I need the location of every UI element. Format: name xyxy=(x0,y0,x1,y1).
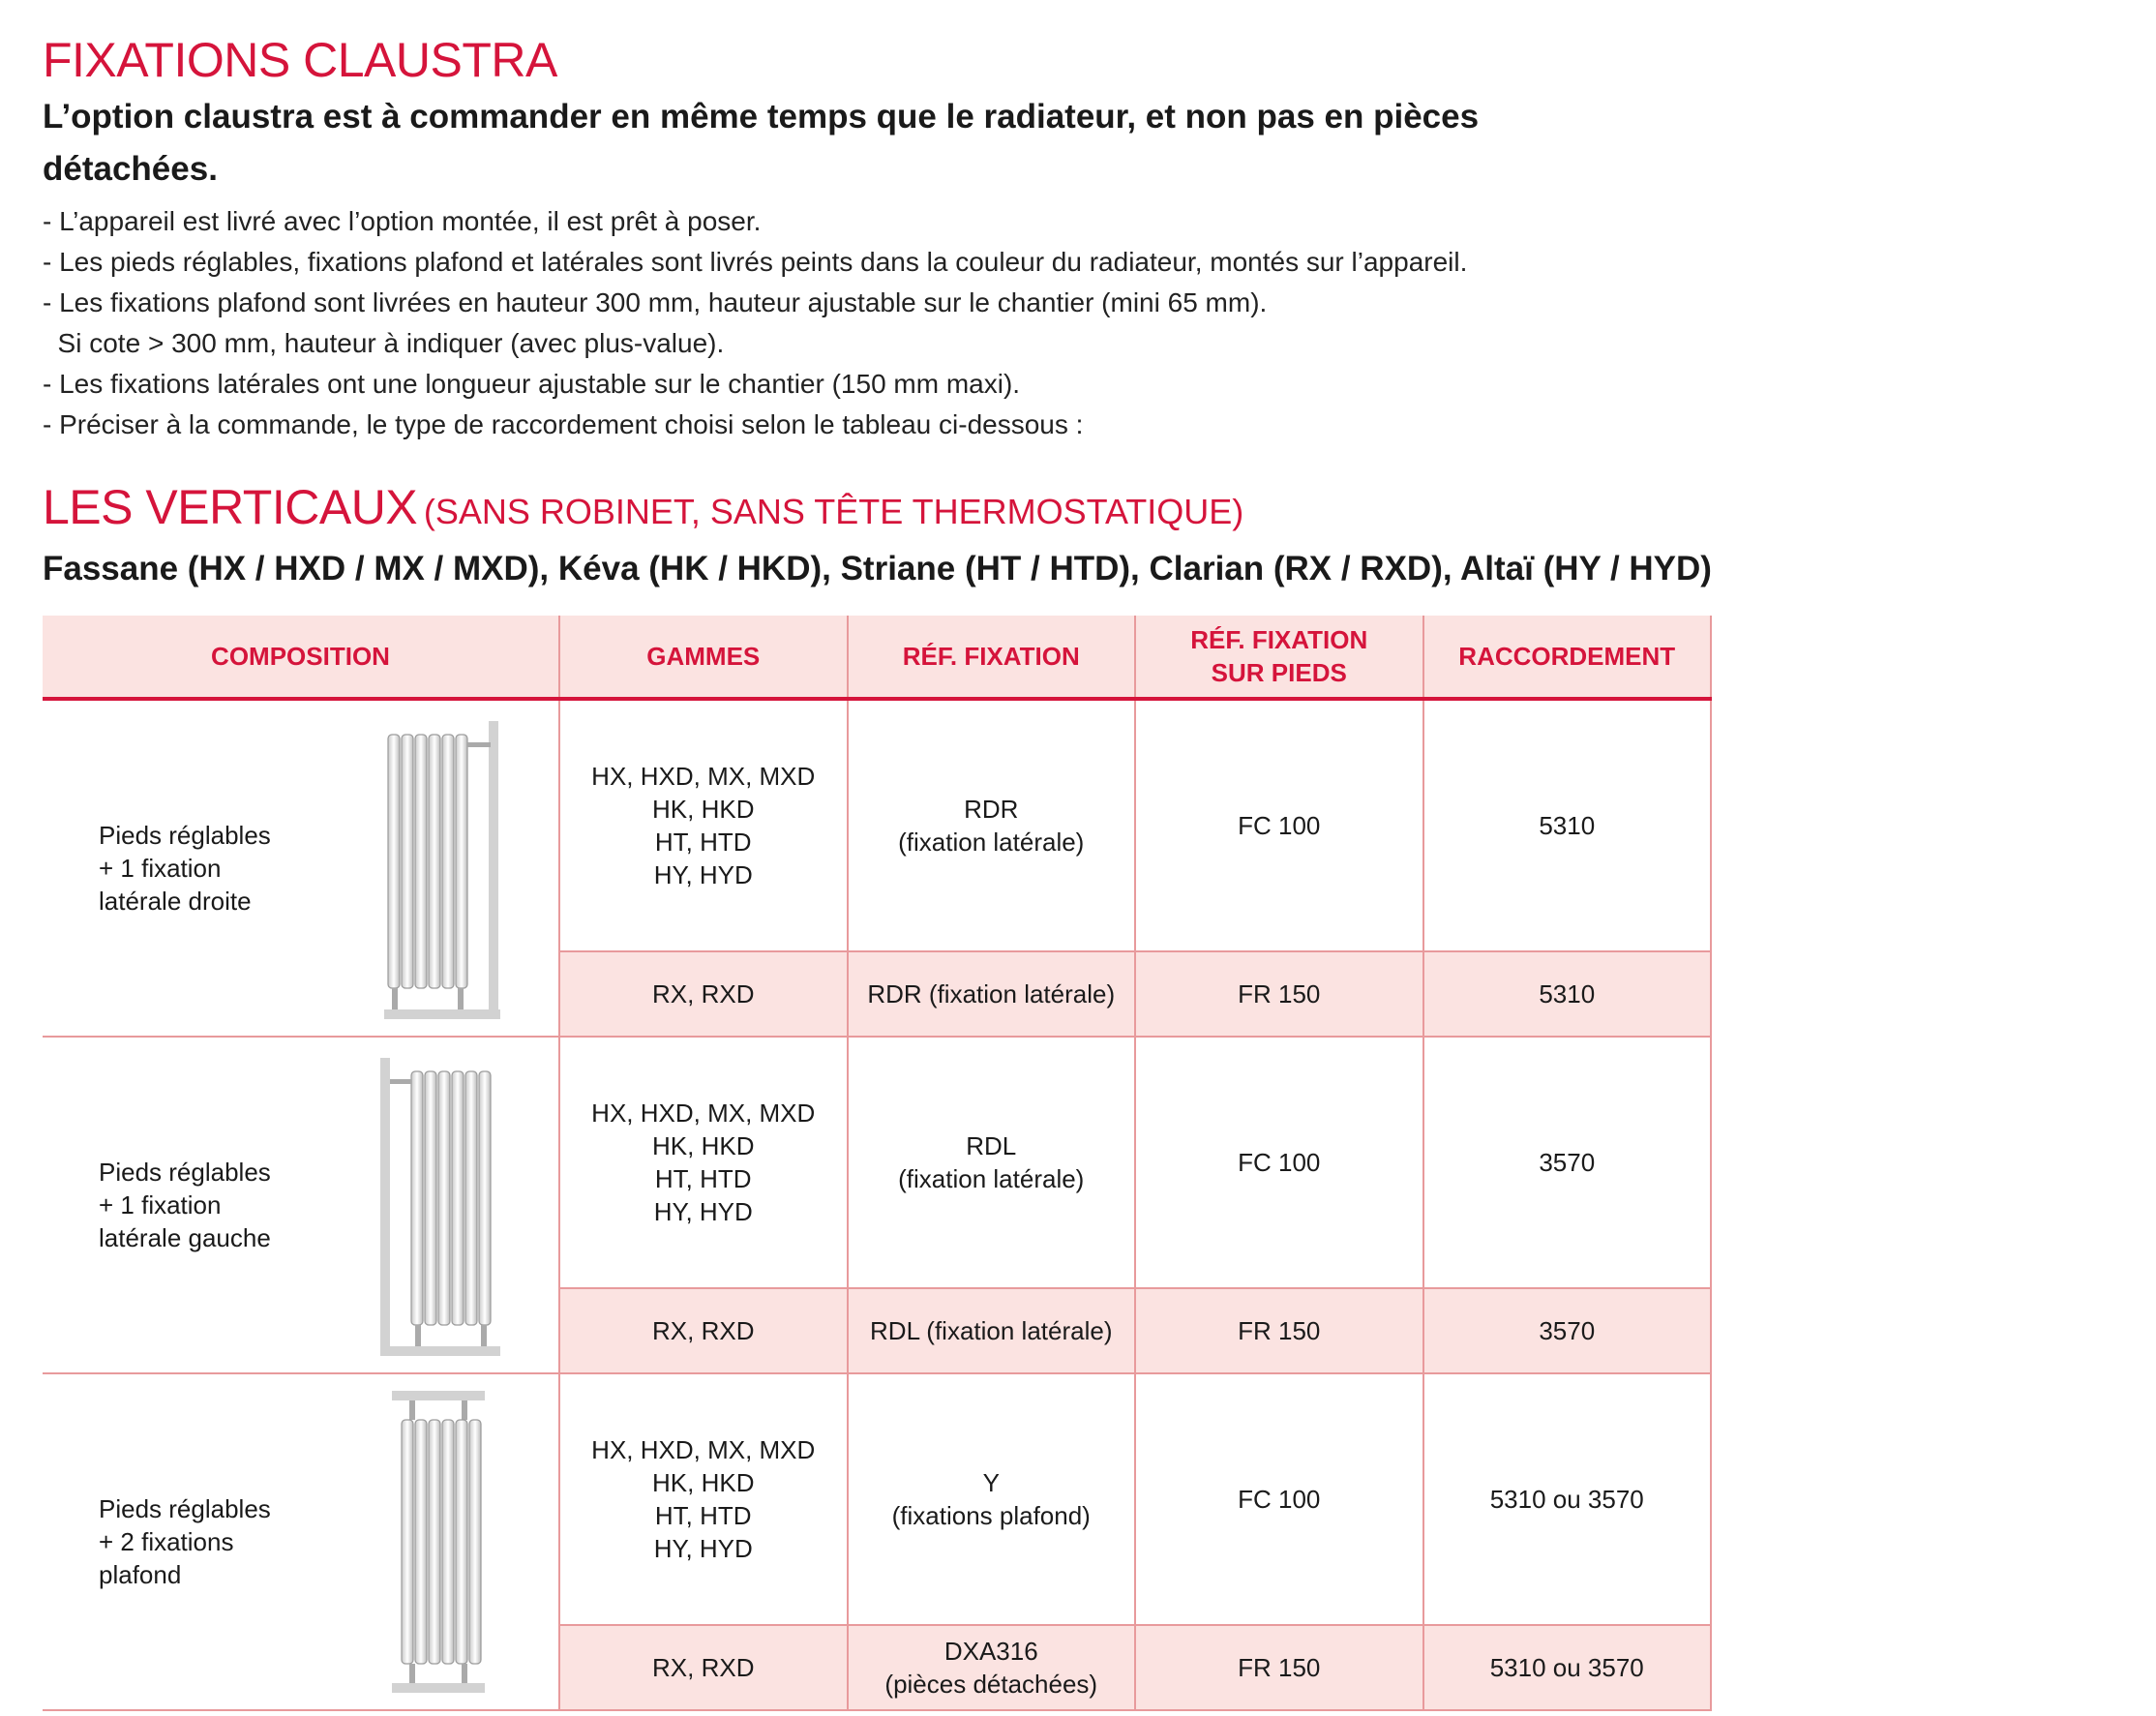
section-title xyxy=(43,478,1717,546)
ref-fixation-cell: RDL (fixation latérale) xyxy=(848,1288,1136,1373)
gammes-cell: HX, HXD, MX, MXD HK, HKD HT, HTD HY, HYD xyxy=(559,1037,848,1288)
bullet-item: - Préciser à la commande, le type de raccordement choisi selon le tableau ci-dessous : xyxy=(43,409,1084,439)
section-title-suffix: (SANS ROBINET, SANS TÊTE THERMOSTATIQUE) xyxy=(423,492,1244,531)
bullet-list xyxy=(43,201,1717,445)
models-line: Fassane (HX / HXD / MX / MXD), Kéva (HK / HKD), Striane (HT / HTD), Clarian (RX / RXD), Altaï (HY / HYD) xyxy=(43,550,1712,587)
gammes-cell: HX, HXD, MX, MXD HK, HKD HT, HTD HY, HYD xyxy=(559,699,848,951)
page-header xyxy=(43,29,1717,592)
header-ref-pieds xyxy=(1135,616,1423,699)
ref-fixation-cell: RDL (fixation latérale) xyxy=(848,1037,1136,1288)
radiator-right-bracket-icon xyxy=(374,713,510,1023)
gammes-cell: RX, RXD xyxy=(559,1288,848,1373)
table-header-row xyxy=(43,616,1711,699)
radiator-left-bracket-icon xyxy=(374,1050,510,1360)
ref-pieds-cell: FR 150 xyxy=(1135,951,1423,1037)
ref-pieds-cell: FR 150 xyxy=(1135,1288,1423,1373)
ref-pieds-cell: FR 150 xyxy=(1135,1625,1423,1710)
radiator-ceiling-bracket-icon xyxy=(374,1387,510,1697)
ref-pieds-cell: FC 100 xyxy=(1135,699,1423,951)
composition-label: Pieds réglables + 1 fixation latérale droite xyxy=(99,821,271,916)
bullet-item: Si cote > 300 mm, hauteur à indiquer (avec plus-value). xyxy=(43,328,725,358)
header-ref-pieds-line1: RÉF. FIXATION xyxy=(1190,625,1368,654)
raccordement-cell: 3570 xyxy=(1423,1288,1712,1373)
header-ref-fixation: RÉF. FIXATION xyxy=(848,616,1136,699)
composition-cell xyxy=(43,1373,559,1710)
bullet-item: - Les fixations latérales ont une longueur ajustable sur le chantier (150 mm maxi). xyxy=(43,369,1021,399)
header-gammes: GAMMES xyxy=(559,616,848,699)
ref-fixation-cell: DXA316 (pièces détachées) xyxy=(848,1625,1136,1710)
composition-label: Pieds réglables + 1 fixation latérale gauche xyxy=(99,1158,271,1252)
header-composition: COMPOSITION xyxy=(43,616,559,699)
page-title: FIXATIONS CLAUSTRA xyxy=(43,33,557,87)
bullet-item: - Les pieds réglables, fixations plafond et latérales sont livrés peints dans la couleur du radiateur, montés sur l’appareil. xyxy=(43,247,1468,277)
composition-cell xyxy=(43,699,559,1037)
gammes-cell: HX, HXD, MX, MXD HK, HKD HT, HTD HY, HYD xyxy=(559,1373,848,1625)
gammes-cell: RX, RXD xyxy=(559,1625,848,1710)
raccordement-cell: 5310 ou 3570 xyxy=(1423,1625,1712,1710)
ref-pieds-cell: FC 100 xyxy=(1135,1373,1423,1625)
header-ref-pieds-line2: SUR PIEDS xyxy=(1211,658,1347,687)
ref-fixation-cell: RDR (fixation latérale) xyxy=(848,951,1136,1037)
raccordement-cell: 5310 ou 3570 xyxy=(1423,1373,1712,1625)
table-row xyxy=(43,1037,1711,1288)
lead-text: L’option claustra est à commander en même temps que le radiateur, et non pas en pièces détachées. xyxy=(43,98,1480,188)
raccordement-cell: 5310 xyxy=(1423,951,1712,1037)
bullet-item: - Les fixations plafond sont livrées en hauteur 300 mm, hauteur ajustable sur le chantier (mini 65 mm). xyxy=(43,287,1268,317)
gammes-cell: RX, RXD xyxy=(559,951,848,1037)
ref-pieds-cell: FC 100 xyxy=(1135,1037,1423,1288)
raccordement-cell: 3570 xyxy=(1423,1037,1712,1288)
fixations-table xyxy=(43,616,1712,1711)
composition-cell xyxy=(43,1037,559,1373)
table-row xyxy=(43,1373,1711,1625)
table-row xyxy=(43,699,1711,951)
raccordement-cell: 5310 xyxy=(1423,699,1712,951)
header-raccordement: RACCORDEMENT xyxy=(1423,616,1712,699)
ref-fixation-cell: RDR (fixation latérale) xyxy=(848,699,1136,951)
bullet-item: - L’appareil est livré avec l’option montée, il est prêt à poser. xyxy=(43,206,762,236)
ref-fixation-cell: Y (fixations plafond) xyxy=(848,1373,1136,1625)
composition-label: Pieds réglables + 2 fixations plafond xyxy=(99,1494,271,1589)
section-title-main: LES VERTICAUX xyxy=(43,480,418,534)
